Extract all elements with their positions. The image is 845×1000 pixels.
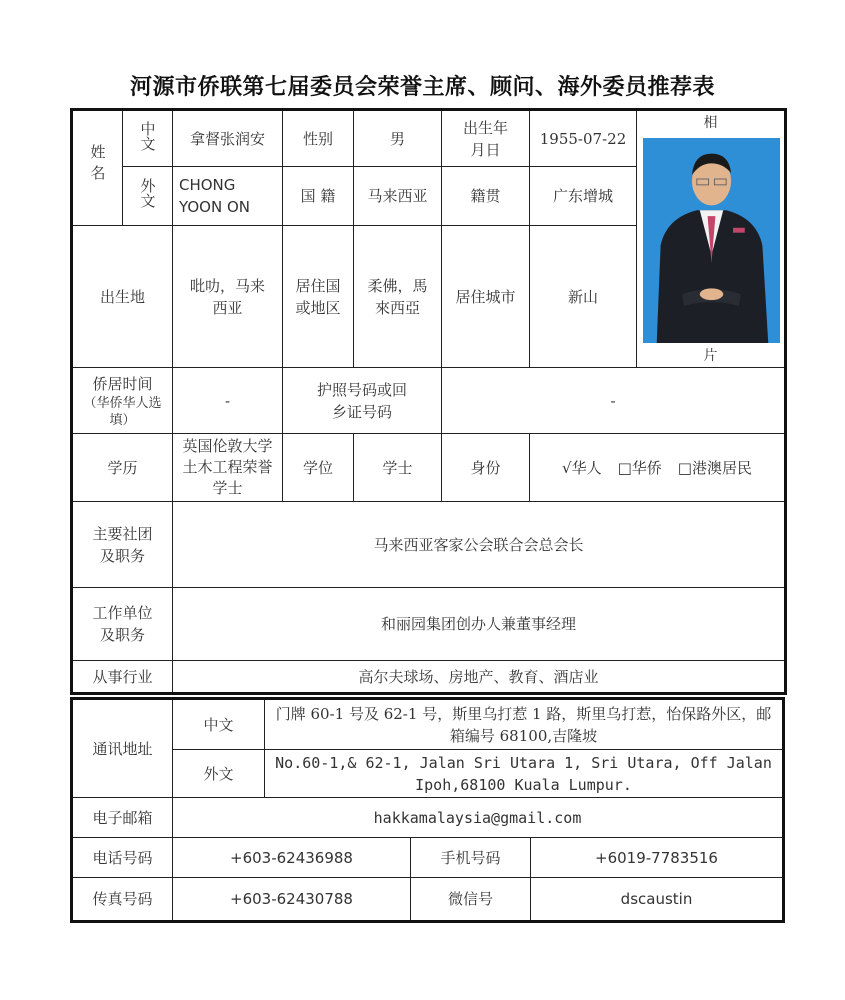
- identity-option-hkmacao[interactable]: □港澳居民: [677, 458, 752, 477]
- photo-cell: [637, 110, 786, 368]
- residence-country-label: 居住国或地区: [283, 226, 354, 368]
- residence-country-value: 柔佛，馬來西亞: [354, 226, 442, 368]
- phone-value: +603-62436988: [173, 838, 411, 878]
- employer-label: 工作单位及职务: [72, 588, 173, 661]
- birthplace-label: 出生地: [72, 226, 173, 368]
- overseas-time-label: 侨居时间 （华侨华人选填）: [72, 368, 173, 434]
- native-place-value: 广东增城: [530, 167, 637, 226]
- address-chinese-value: 门牌 60-1 号及 62-1 号，斯里乌打惹 1 路，斯里乌打惹，怡保路外区，邮箱编号 68100,吉隆坡: [265, 699, 784, 750]
- passport-value: -: [442, 368, 786, 434]
- wechat-label: 微信号: [411, 878, 531, 922]
- residence-city-value: 新山: [530, 226, 637, 368]
- identity-option-chinese[interactable]: √华人: [562, 458, 602, 477]
- fax-value: +603-62430788: [173, 878, 411, 922]
- associations-label: 主要社团及职务: [72, 502, 173, 588]
- mobile-label: 手机号码: [411, 838, 531, 878]
- native-place-label: 籍贯: [442, 167, 530, 226]
- fax-label: 传真号码: [72, 878, 173, 922]
- associations-value: 马来西亚客家公会联合会总会长: [173, 502, 786, 588]
- address-foreign-value: No.60-1,& 62-1, Jalan Sri Utara 1, Sri Utara, Off Jalan Ipoh,68100 Kuala Lumpur.: [265, 750, 784, 798]
- name-foreign-label: 外文: [123, 167, 173, 226]
- birth-date-label: 出生年月日: [442, 110, 530, 167]
- residence-city-label: 居住城市: [442, 226, 530, 368]
- nationality-value: 马来西亚: [354, 167, 442, 226]
- address-chinese-label: 中文: [173, 699, 265, 750]
- passport-label: 护照号码或回乡证号码: [283, 368, 442, 434]
- email-label: 电子邮箱: [72, 798, 173, 838]
- birthplace-value: 吡叻，马来西亚: [173, 226, 283, 368]
- nationality-label: 国 籍: [283, 167, 354, 226]
- education-label: 学历: [72, 434, 173, 502]
- industry-value: 高尔夫球场、房地产、教育、酒店业: [173, 661, 786, 694]
- overseas-time-value: -: [173, 368, 283, 434]
- address-label: 通讯地址: [72, 699, 173, 798]
- name-chinese-value: 拿督张润安: [173, 110, 283, 167]
- name-foreign-value: CHONG YOON ON: [173, 167, 283, 226]
- industry-label: 从事行业: [72, 661, 173, 694]
- identity-option-overseas[interactable]: □华侨: [617, 458, 662, 477]
- identity-label: 身份: [442, 434, 530, 502]
- mobile-value: +6019-7783516: [531, 838, 784, 878]
- phone-label: 电话号码: [72, 838, 173, 878]
- identity-options: [530, 434, 786, 502]
- employer-value: 和丽园集团创办人兼董事经理: [173, 588, 786, 661]
- name-chinese-label: 中文: [123, 110, 173, 167]
- birth-date-value: 1955-07-22: [530, 110, 637, 167]
- address-foreign-label: 外文: [173, 750, 265, 798]
- gender-label: 性别: [283, 110, 354, 167]
- degree-label: 学位: [283, 434, 354, 502]
- photo-label-top: 相: [703, 115, 718, 131]
- education-value: 英国伦敦大学土木工程荣誉学士: [173, 434, 283, 502]
- portrait-photo: [643, 138, 780, 343]
- email-value: hakkamalaysia@gmail.com: [173, 798, 784, 838]
- wechat-value: dscaustin: [531, 878, 784, 922]
- personal-info-table: [70, 108, 787, 695]
- form-title: 河源市侨联第七届委员会荣誉主席、顾问、海外委员推荐表: [129, 75, 715, 100]
- gender-value: 男: [354, 110, 442, 167]
- degree-value: 学士: [354, 434, 442, 502]
- name-label: 姓名: [72, 110, 123, 226]
- contact-info-table: [70, 697, 785, 923]
- photo-label-bottom: 片: [703, 348, 718, 364]
